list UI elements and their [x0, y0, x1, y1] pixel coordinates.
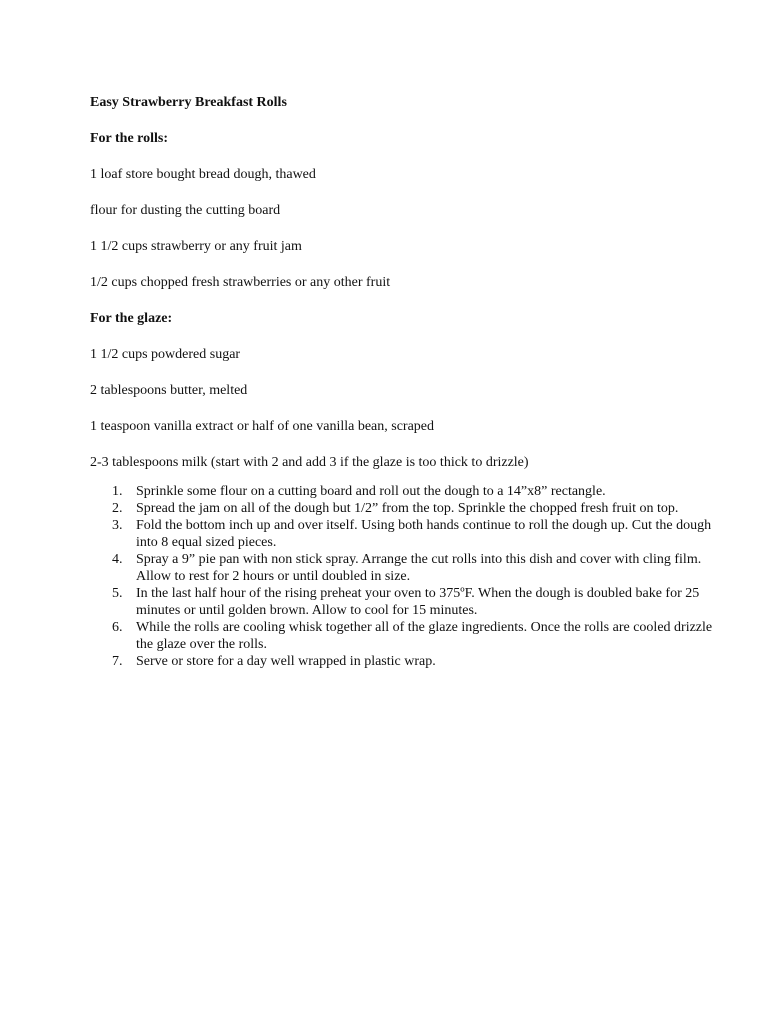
glaze-ingredient: 1 teaspoon vanilla extract or half of one vanilla bean, scraped: [90, 419, 435, 434]
step-text: Spread the jam on all of the dough but 1/2” from the top. Sprinkle the chopped fresh fruit on top.: [136, 501, 679, 516]
step-text: Serve or store for a day well wrapped in plastic wrap.: [136, 654, 436, 669]
step-text: Fold the bottom inch up and over itself. Using both hands continue to roll the dough up. Cut the dough into 8 equal sized pieces.: [136, 518, 712, 550]
step-number: 7.: [112, 654, 123, 669]
step-number: 3.: [112, 518, 123, 533]
rolls-ingredient: flour for dusting the cutting board: [90, 203, 281, 218]
glaze-heading: For the glaze:: [90, 311, 173, 326]
recipe-title: Easy Strawberry Breakfast Rolls: [90, 95, 287, 110]
step-number: 4.: [112, 552, 123, 567]
instruction-step: [90, 653, 716, 670]
step-text: Spray a 9” pie pan with non stick spray. Arrange the cut rolls into this dish and cover with cling film. Allow to rest for 2 hours or until doubled in size.: [136, 552, 702, 584]
instruction-step: [90, 483, 716, 500]
step-text: In the last half hour of the rising preheat your oven to 375ºF. When the dough is doubled bake for 25 minutes or until golden brown. Allow to cool for 15 minutes.: [136, 586, 700, 618]
rolls-heading: For the rolls:: [90, 131, 169, 146]
rolls-ingredient: 1/2 cups chopped fresh strawberries or any other fruit: [90, 275, 391, 290]
instructions-list: [90, 483, 713, 670]
instruction-step: [90, 500, 716, 517]
glaze-ingredient: 1 1/2 cups powdered sugar: [90, 347, 241, 362]
step-number: 5.: [112, 586, 123, 601]
instruction-step: [90, 517, 716, 551]
glaze-ingredient: 2 tablespoons butter, melted: [90, 383, 248, 398]
step-number: 6.: [112, 620, 123, 635]
rolls-ingredient: 1 loaf store bought bread dough, thawed: [90, 167, 316, 182]
rolls-ingredient: 1 1/2 cups strawberry or any fruit jam: [90, 239, 302, 254]
step-number: 1.: [112, 484, 123, 499]
instruction-step: [90, 585, 716, 619]
step-text: While the rolls are cooling whisk together all of the glaze ingredients. Once the rolls are cooled drizzle the glaze over the rolls.: [136, 620, 713, 652]
step-number: 2.: [112, 501, 123, 516]
instruction-step: [90, 619, 716, 653]
document-body: [90, 94, 713, 677]
glaze-ingredient: 2-3 tablespoons milk (start with 2 and add 3 if the glaze is too thick to drizzle): [90, 455, 529, 470]
instruction-step: [90, 551, 716, 585]
step-text: Sprinkle some flour on a cutting board and roll out the dough to a 14”x8” rectangle.: [136, 484, 606, 499]
